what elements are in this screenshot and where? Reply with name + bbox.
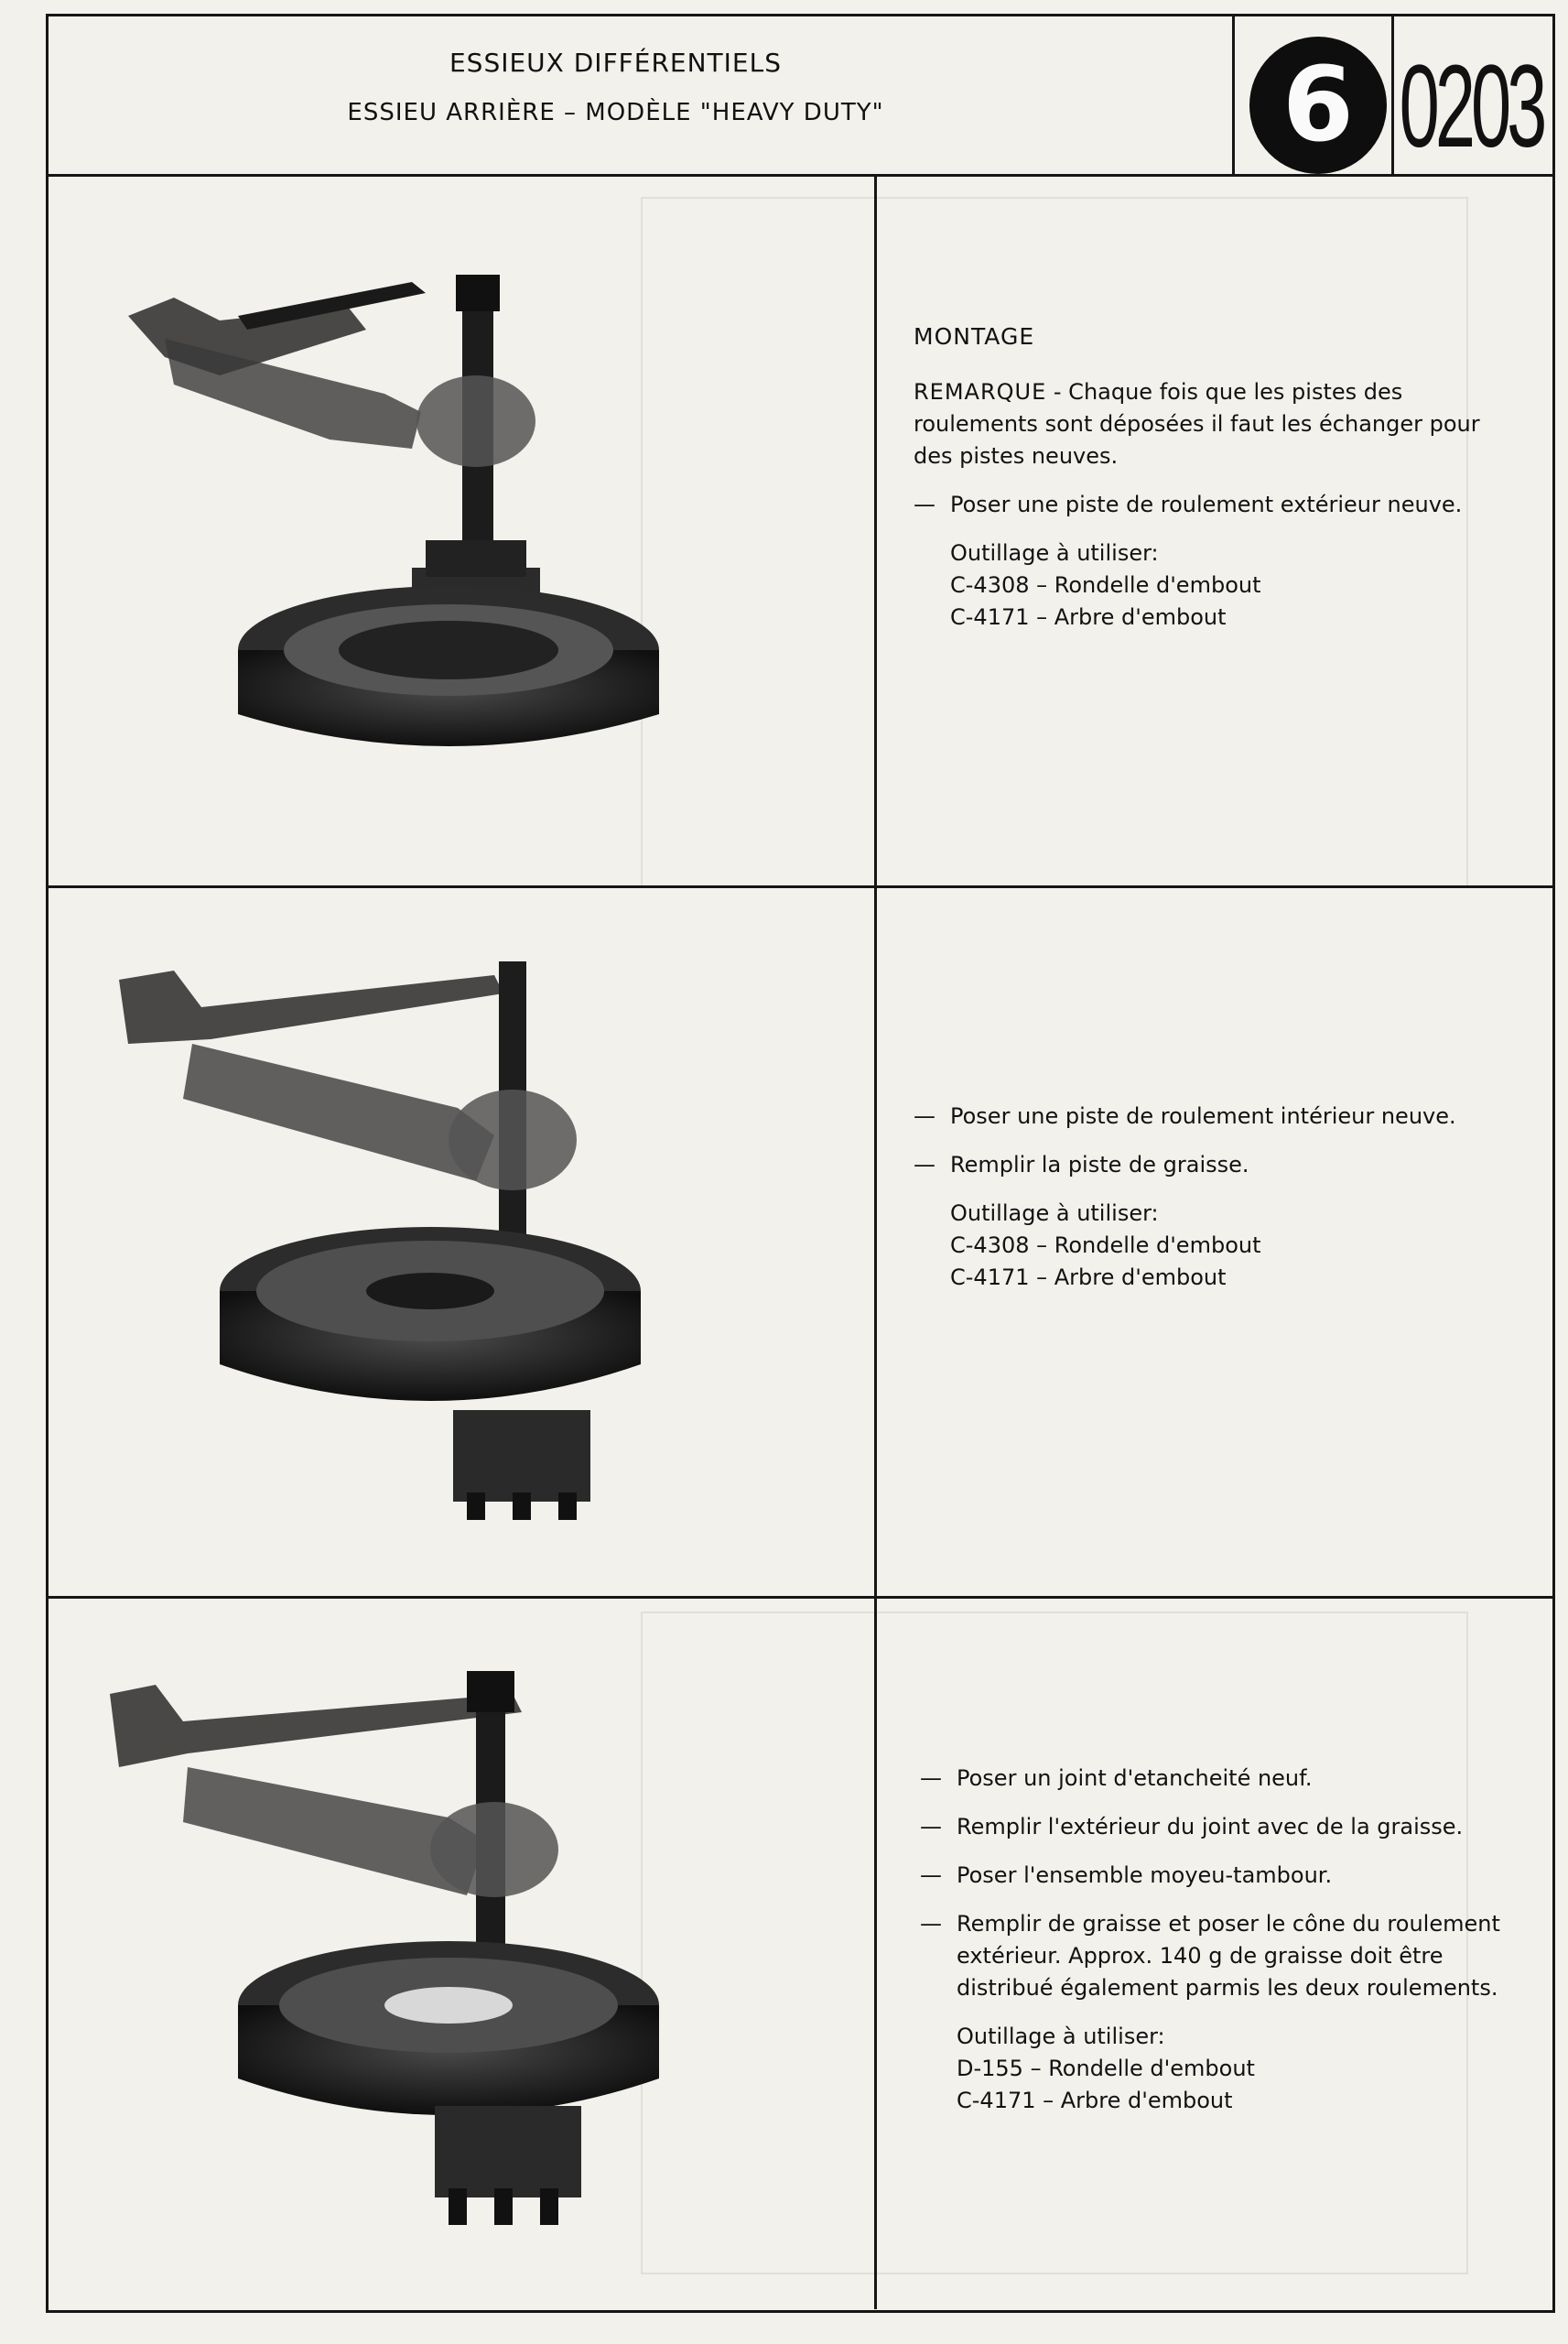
remark-label: REMARQUE [914, 379, 1047, 405]
step-1-text [914, 320, 1518, 634]
instruction-item: — Poser l'ensemble moyeu-tambour. [920, 1860, 1524, 1892]
bearing-race-install-illustration [110, 266, 696, 806]
instruction-item: — Remplir l'extérieur du joint avec de la graisse. [920, 1811, 1524, 1843]
row-divider [46, 1596, 1552, 1599]
seal-install-illustration [101, 1666, 705, 2234]
tools-label: Outillage à utiliser: [950, 1200, 1159, 1226]
instruction-item: — Poser un joint d'etancheité neuf. [920, 1763, 1524, 1795]
inner-race-install-illustration [110, 952, 732, 1538]
tools-list [914, 1198, 1527, 1294]
instruction-item: — Remplir la piste de graisse. [914, 1149, 1527, 1181]
step-2-text [914, 1101, 1527, 1294]
tool-item: D-155 – Rondelle d'embout [957, 2056, 1255, 2081]
step-3-text [920, 1763, 1524, 2117]
page-title: ESSIEUX DIFFÉRENTIELS [449, 48, 782, 78]
tools-label: Outillage à utiliser: [950, 540, 1159, 566]
remark-text: - Chaque fois que les pistes des roulements sont déposées il faut les échanger pour des pistes neuves. [914, 379, 1480, 469]
remark-paragraph [914, 376, 1518, 472]
row-divider [46, 885, 1552, 888]
header-badge-divider [1232, 14, 1235, 177]
tool-item: C-4171 – Arbre d'embout [957, 2088, 1233, 2113]
tools-label: Outillage à utiliser: [957, 2024, 1165, 2049]
section-badge: 6 [1249, 37, 1387, 174]
column-divider [874, 174, 877, 2309]
tool-item: C-4171 – Arbre d'embout [950, 1264, 1227, 1290]
page-subtitle: ESSIEU ARRIÈRE – MODÈLE "HEAVY DUTY" [347, 99, 884, 126]
step-heading: MONTAGE [914, 323, 1035, 350]
header-divider [46, 174, 1552, 177]
page-number: 0203 [1399, 40, 1543, 172]
tool-item: C-4308 – Rondelle d'embout [950, 1232, 1261, 1258]
tool-item: C-4171 – Arbre d'embout [950, 604, 1227, 630]
tool-item: C-4308 – Rondelle d'embout [950, 572, 1261, 598]
instruction-item: — Poser une piste de roulement extérieur neuve. [914, 489, 1518, 521]
instruction-item: — Poser une piste de roulement intérieur neuve. [914, 1101, 1527, 1133]
instruction-item: — Remplir de graisse et poser le cône du roulement extérieur. Approx. 140 g de graisse doit être distribué également parmis les deux roulements. [920, 1908, 1524, 2004]
tools-list [914, 537, 1518, 634]
tools-list [920, 2021, 1524, 2117]
header-number-divider [1391, 14, 1394, 177]
